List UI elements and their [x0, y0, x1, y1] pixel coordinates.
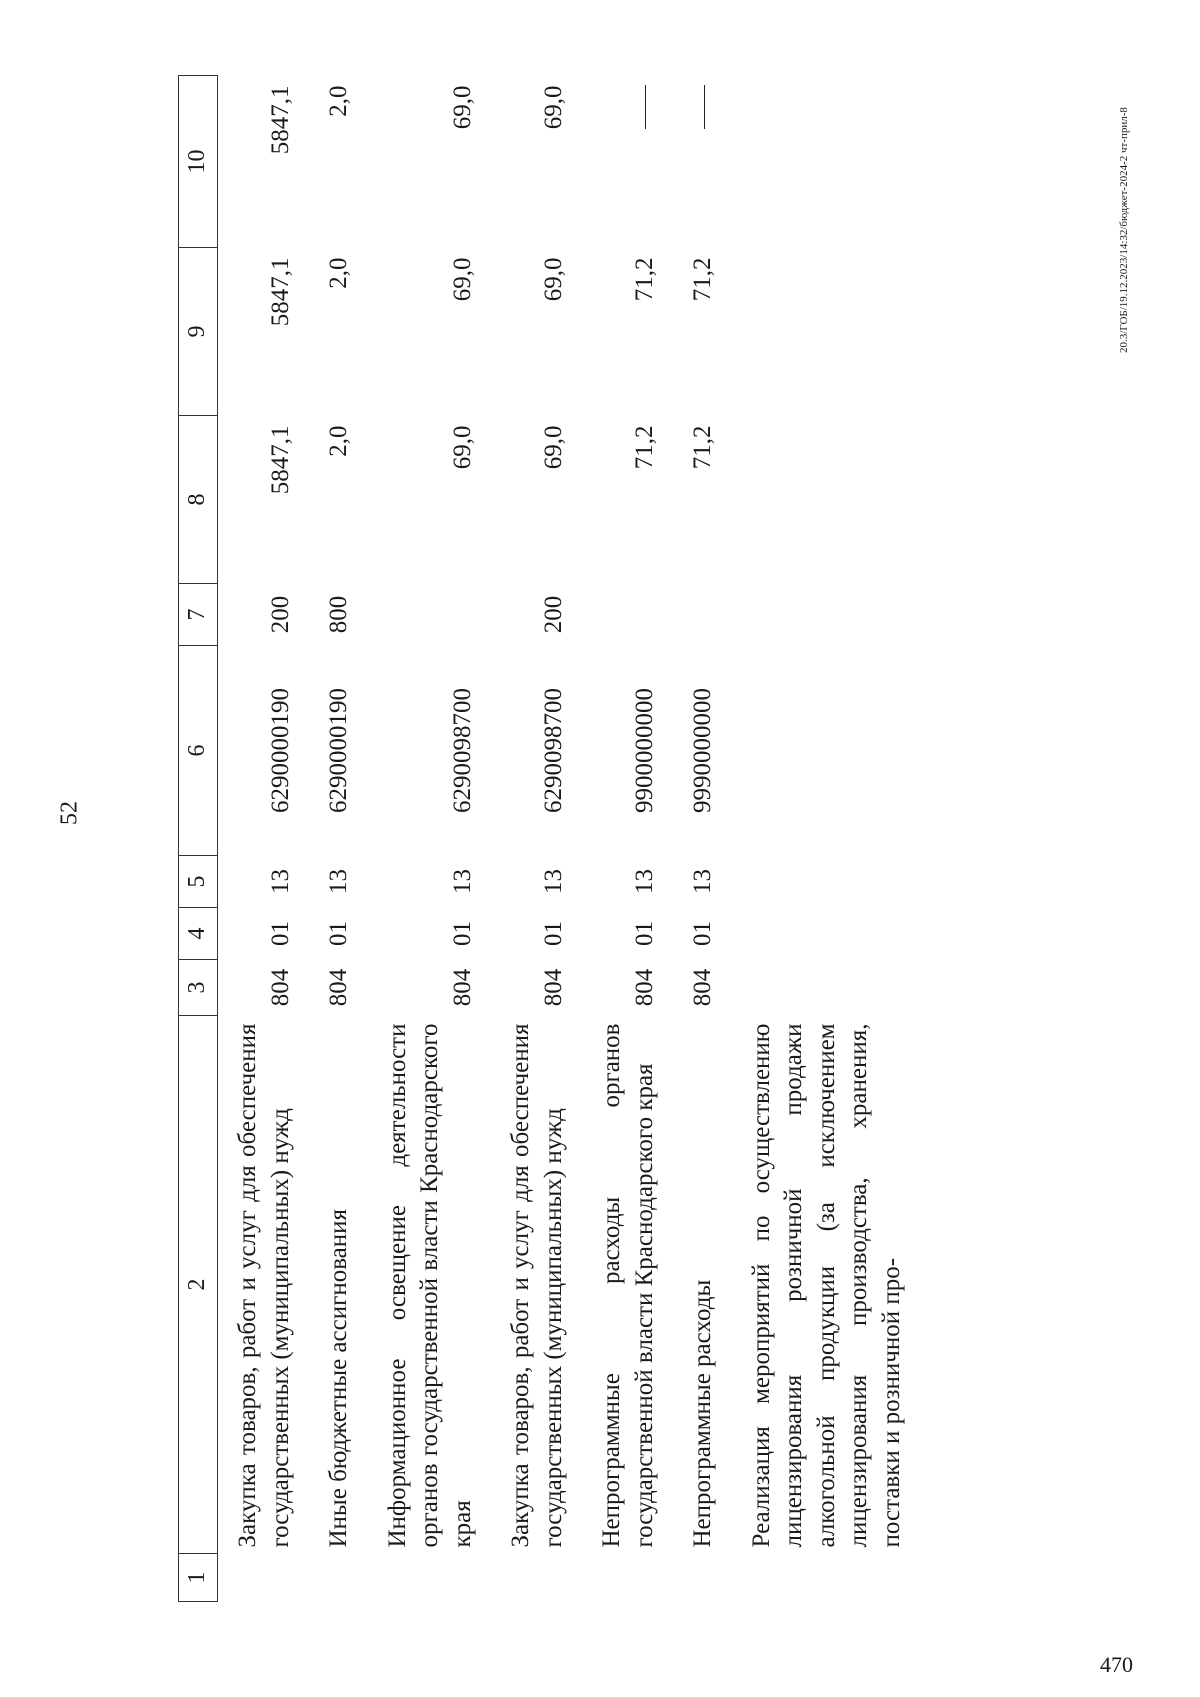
- amount-col-8: 69,0: [539, 425, 567, 470]
- budget-table-rotated: [178, 76, 1200, 1602]
- target-article-code: 9990000000: [689, 688, 716, 813]
- section-code: 01: [539, 921, 567, 946]
- expense-type-code: 200: [266, 595, 294, 634]
- expense-type-code: [368, 584, 492, 646]
- ministry-code: 804: [448, 968, 476, 1007]
- table-row: [673, 76, 732, 1602]
- amount-col-10: [673, 76, 732, 248]
- amount-col-9: 5847,1: [266, 257, 294, 327]
- column-header-3: 3: [179, 960, 218, 1016]
- amount-col-10: 69,0: [539, 85, 567, 130]
- ministry-code: [732, 960, 921, 1016]
- target-article-code: [732, 646, 921, 856]
- amount-col-8: 71,2: [630, 425, 658, 470]
- document-footer-code: 20.3/ГОБ/19.12.2023/14:32/бюджет-2024-2 чт-прил-8: [1118, 107, 1130, 353]
- amount-col-8: 71,2: [689, 425, 716, 470]
- row-name: Информационное освещение деятельности органов государственной власти Краснодарского края: [383, 1023, 476, 1548]
- column-header-5: 5: [179, 856, 218, 908]
- row-name: Реализация мероприятий по осуществлению лицензирования розничной продажи алкогольной продукции (за исключением лицензирования производства, хранения, поставки и розничной про-: [747, 1023, 905, 1548]
- amount-col-8: 2,0: [325, 425, 352, 457]
- row-name: Закупка товаров, работ и услуг для обеспечения государственных (муниципальных) нужд: [507, 1023, 567, 1548]
- target-article-code: 6290000190: [266, 688, 294, 813]
- expense-type-code: 200: [539, 595, 567, 634]
- amount-col-10: 69,0: [448, 85, 476, 130]
- section-code: 01: [325, 921, 352, 946]
- column-header-7: 7: [179, 584, 218, 646]
- ministry-code: 804: [266, 968, 294, 1007]
- subsection-code: 13: [630, 869, 658, 894]
- target-article-code: 9900000000: [630, 688, 658, 813]
- amount-col-9: [732, 248, 921, 416]
- expense-type-code: [582, 584, 673, 646]
- ministry-code: 804: [325, 968, 352, 1007]
- budget-table: [178, 75, 920, 1602]
- table-header-row: [179, 76, 218, 1602]
- amount-col-8: 5847,1: [266, 425, 294, 495]
- section-code: 01: [630, 921, 658, 946]
- amount-col-9: 69,0: [539, 257, 567, 302]
- column-header-9: 9: [179, 248, 218, 416]
- row-name: Непрограммные расходы органов государственной власти Краснодарского края: [598, 1023, 658, 1548]
- table-row: [491, 76, 582, 1602]
- amount-col-8: [732, 416, 921, 584]
- target-article-code: 6290098700: [539, 688, 567, 813]
- amount-col-9: 71,2: [689, 257, 716, 302]
- column-header-8: 8: [179, 416, 218, 584]
- subsection-code: 13: [448, 869, 476, 894]
- amount-col-9: 2,0: [325, 257, 352, 289]
- ministry-code: 804: [630, 968, 658, 1007]
- section-code: [732, 908, 921, 960]
- row-name: Закупка товаров, работ и услуг для обеспечения государственных (муниципальных) нужд: [234, 1023, 294, 1548]
- dash-mark: [704, 86, 705, 130]
- amount-col-10: [732, 76, 921, 248]
- row-name: Иные бюджетные ассигнования: [325, 1208, 352, 1548]
- sheet-number: 470: [1100, 1652, 1133, 1677]
- table-row: [218, 76, 310, 1602]
- expense-type-code: [732, 584, 921, 646]
- subsection-code: [732, 856, 921, 908]
- amount-col-9: 71,2: [630, 257, 658, 302]
- table-row: [309, 76, 368, 1602]
- amount-col-8: 69,0: [448, 425, 476, 470]
- amount-col-10: 5847,1: [266, 85, 294, 155]
- subsection-code: 13: [539, 869, 567, 894]
- table-row: [582, 76, 673, 1602]
- section-code: 01: [689, 921, 716, 946]
- dash-mark: [645, 86, 646, 130]
- column-header-2: 2: [179, 1016, 218, 1554]
- amount-col-10: 2,0: [325, 85, 352, 117]
- subsection-code: 13: [266, 869, 294, 894]
- expense-type-code: 800: [325, 595, 352, 634]
- column-header-6: 6: [179, 646, 218, 856]
- amount-col-9: 69,0: [448, 257, 476, 302]
- target-article-code: 6290000190: [325, 688, 352, 813]
- subsection-code: 13: [325, 869, 352, 894]
- section-code: 01: [448, 921, 476, 946]
- section-code: 01: [266, 921, 294, 946]
- subsection-code: 13: [689, 869, 716, 894]
- column-header-1: 1: [179, 1554, 218, 1602]
- table-row: [368, 76, 492, 1602]
- column-header-4: 4: [179, 908, 218, 960]
- ministry-code: 804: [689, 968, 716, 1007]
- row-name: Непрограммные расходы: [689, 1279, 716, 1548]
- table-row: [732, 76, 921, 1602]
- amount-col-10: [582, 76, 673, 248]
- expense-type-code: [673, 584, 732, 646]
- column-header-10: 10: [179, 76, 218, 248]
- ministry-code: 804: [539, 968, 567, 1007]
- page-number: 52: [56, 801, 83, 825]
- target-article-code: 6290098700: [448, 688, 476, 813]
